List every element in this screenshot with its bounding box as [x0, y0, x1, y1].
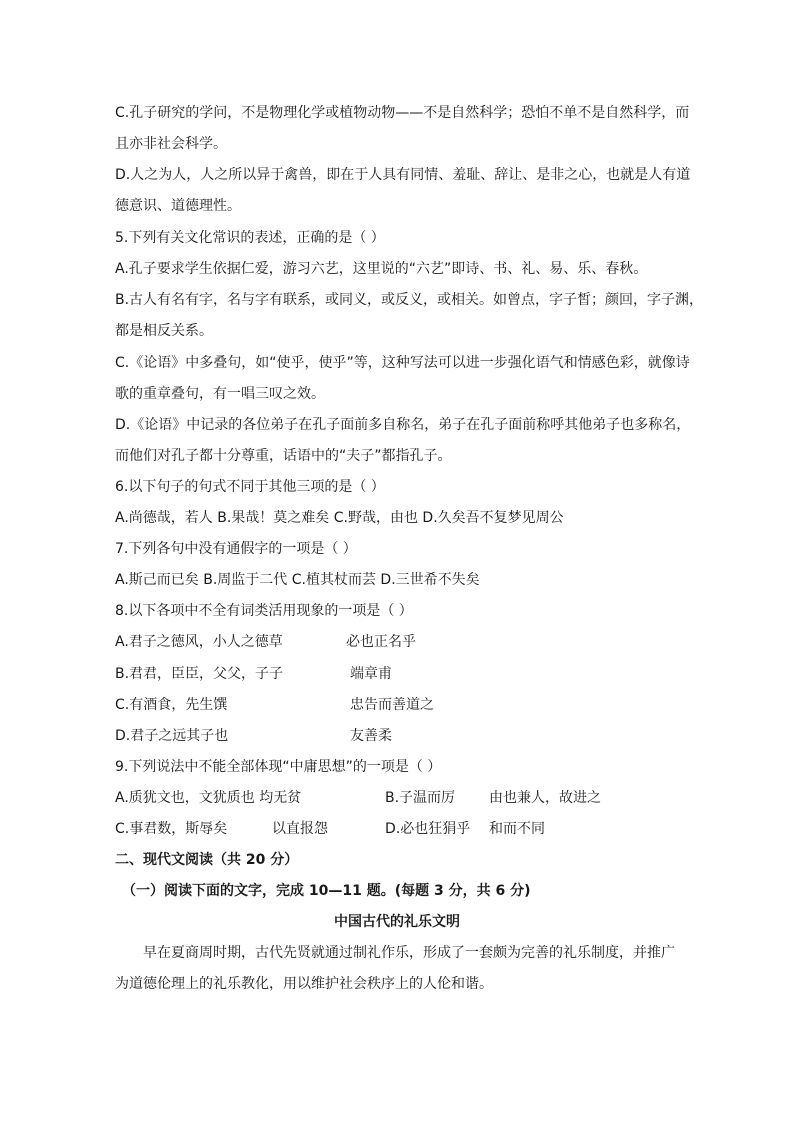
q5-option-c-line2: 歌的重章叠句，有一唱三叹之效。 [115, 386, 325, 402]
q8-option-a: A.君子之德风，小人之德草 [115, 634, 283, 650]
q7-options: A.斯己而已矣 B.周监于二代 C.植其杖而芸 D.三世希不失矣 [115, 572, 480, 588]
q8-option-d-second: 友善柔 [350, 728, 392, 744]
q6-stem: 6.以下句子的句式不同于其他三项的是（ ） [115, 479, 385, 495]
subsection-heading: （一）阅读下面的文字，完成 10—11 题。(每题 3 分，共 6 分) [122, 883, 531, 899]
q6-options: A.尚德哉，若人 B.果哉！莫之难矣 C.野哉，由也 D.久矣吾不复梦见周公 [115, 510, 564, 526]
q4-option-c-line2: 且亦非社会科学。 [115, 136, 227, 152]
article-paragraph-line1: 早在夏商周时期，古代先贤就通过制礼作乐，形成了一套颇为完善的礼乐制度，并推广 [143, 945, 675, 961]
q8-option-c: C.有酒食，先生馔 [115, 697, 228, 713]
q8-option-b-second: 端章甫 [350, 666, 392, 682]
q5-option-a: A.孔子要求学生依据仁爱，游习六艺，这里说的“六艺”即诗、书、礼、易、乐、春秋。 [115, 261, 648, 277]
q5-stem: 5.下列有关文化常识的表述，正确的是（ ） [115, 230, 385, 246]
q8-option-a-second: 必也正名乎 [346, 634, 416, 650]
article-title: 中国古代的礼乐文明 [334, 914, 460, 930]
q9-option-d: D.必也狂狷乎 [385, 821, 471, 837]
q8-stem: 8.以下各项中不全有词类活用现象的一项是（ ） [115, 603, 413, 619]
q9-option-a: A.质犹文也，文犹质也 均无贫 [115, 790, 302, 806]
q9-option-b-second: 由也兼人，故进之 [489, 790, 601, 806]
q9-option-c-second: 以直报怨 [272, 821, 328, 837]
q9-stem: 9.下列说法中不能全部体现“中庸思想”的一项是（ ） [115, 759, 442, 775]
q5-option-d-line1: D.《论语》中记录的各位弟子在孔子面前多自称名，弟子在孔子面前称呼其他弟子也多称名， [115, 417, 691, 433]
q5-option-c-line1: C.《论语》中多叠句，如“使乎，使乎”等，这种写法可以进一步强化语气和情感色彩，就像诗 [115, 355, 690, 371]
q8-option-c-second: 忠告而善道之 [350, 697, 434, 713]
q5-option-d-line2: 而他们对孔子都十分尊重，话语中的“夫子”都指孔子。 [115, 448, 452, 464]
section-heading: 二、现代文阅读（共 20 分） [115, 852, 299, 868]
q7-stem: 7.下列各句中没有通假字的一项是（ ） [115, 541, 357, 557]
q8-option-d: D.君子之远其子也 [115, 728, 229, 744]
q4-option-d-line1: D.人之为人，人之所以异于禽兽，即在于人具有同情、羞耻、辞让、是非之心，也就是人有道 [115, 167, 691, 183]
q5-option-b-line2: 都是相反关系。 [115, 323, 213, 339]
q4-option-c-line1: C.孔子研究的学问，不是物理化学或植物动物——不是自然科学；恐怕不单不是自然科学，而 [115, 105, 690, 121]
q9-option-b: B.子温而厉 [385, 790, 456, 806]
q9-option-c: C.事君数，斯辱矣 [115, 821, 228, 837]
q5-option-b-line1: B.古人有名有字，名与字有联系，或同义，或反义，或相关。如曾点，字子皙；颜回，字子渊， [115, 292, 704, 308]
q9-option-d-second: 和而不同 [489, 821, 545, 837]
q8-option-b: B.君君，臣臣，父父，子子 [115, 666, 284, 682]
article-paragraph-line2: 为道德伦理上的礼乐教化，用以维护社会秩序上的人伦和谐。 [115, 976, 493, 992]
q4-option-d-line2: 德意识、道德理性。 [115, 198, 241, 214]
